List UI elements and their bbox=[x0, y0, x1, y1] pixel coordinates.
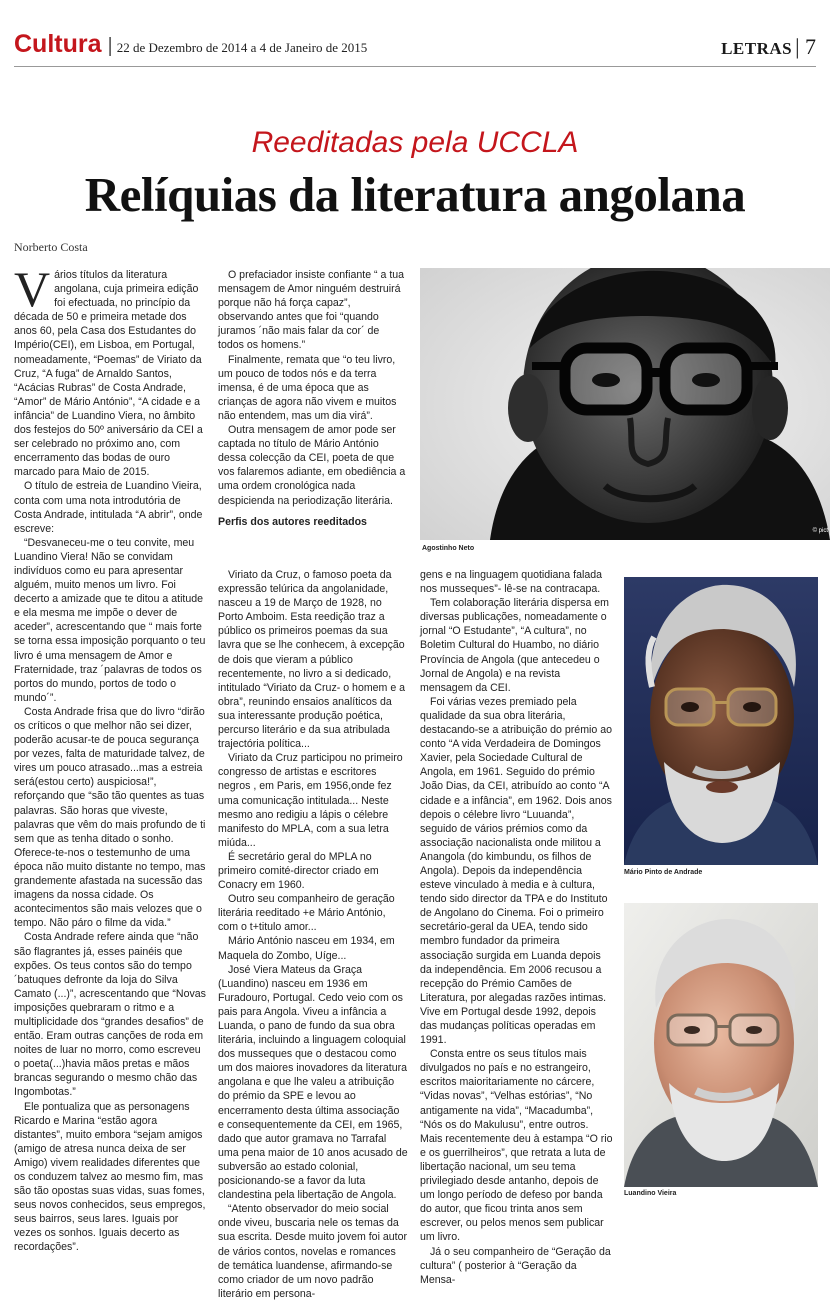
photo-luandino-vieira bbox=[624, 903, 818, 1187]
article-column-1 bbox=[14, 261, 207, 1255]
paragraph: Consta entre os seus títulos mais divulgados no país e no estrangeiro, escritos maioritariamente no cárcere, “Vidas novas”, “Velhas estórias”, “No antigamente na vida”, “Macadumba”, “Nós os do Makulusu”, entre outros. Mais recentemente deu à estampa “O rio e os guerrilheiros”, que retrata a luta de libertação nacional, um seu tema privilegiado desde antanho, depois de um longo período de defeso por banda do autor, que ficou trinta anos sem escrever, ou pelos menos sem publicar um livro. bbox=[420, 1048, 613, 1244]
issue-date: 22 de Dezembro de 2014 a 4 de Janeiro de 2015 bbox=[116, 40, 368, 55]
paragraph: Tem colaboração literária dispersa em diversas publicações, nomeadamente o jornal “O Estudante”, “A cultura”, no Boletim Cultural do Huambo, no diário Província de Angola (que antecedeu o Jornal de Angola) e na revista mensagem da CEI. bbox=[420, 597, 609, 694]
photo-credit: © pict bbox=[812, 528, 828, 534]
paragraph: Ele pontualiza que as personagens Ricardo e Marina “estão agora distantes”, muito embora “sejam amigos (amigo de atresa nunca deixa de ser Amigo) vivem realidades diferentes que os conduzem talvez ao mesmo fim, mas são tão opostas suas vidas, suas fomes, seus novos conhecidos, seus empregos, seus bairros, seus lares. Iguais por vezes os sonhos. Iguais decerto as recordações”. bbox=[14, 1100, 206, 1254]
paragraph: O prefaciador insiste confiante “ a tua mensagem de Amor ninguém destruirá porque não há força capaz”, observando antes que foi “quando juramos ´não mais falar da cor´ de todos os homens.” bbox=[218, 269, 405, 352]
paragraph: “Desvaneceu-me o teu convite, meu Luandino Viera! Não se convidam indivíduos como eu para apresentar alguém, muito menos um livro. Foi decerto a amizade que te ditou a atitude e ela mesma me impõe o dever de aceder”, acrescentando que “ mais forte se torna essa imposição porquanto o teu livro é uma mensagem de Amor e Fraternidade, traz ´palavras de todos os portos do mundo, portos de todo o mundo´”. bbox=[14, 536, 206, 704]
paragraph: gens e na linguagem quotidiana falada nos musseques”- lê-se na contracapa. bbox=[420, 569, 603, 596]
article-byline: Norberto Costa bbox=[14, 240, 88, 254]
article-column-3 bbox=[420, 568, 613, 1287]
paragraph: Finalmente, remata que “o teu livro, um pouco de todos nós e da terra imensa, é de uma época que as crianças de agora não vivem e muitos não entendem, mas um dia virá”. bbox=[218, 353, 397, 422]
header-separator: | bbox=[107, 35, 113, 57]
paragraph: É secretário geral do MPLA no primeiro comité-director criado em Conacry em 1960. bbox=[218, 850, 379, 892]
photo-caption-neto: Agostinho Neto bbox=[422, 545, 475, 552]
paragraph: “Atento observador do meio social onde viveu, buscaria nele os temas da sua escrita. Desde muito jovem foi autor de vários contos, novelas e romances de temática luandense, afirmando-se como criador de um novo padrão literário em persona- bbox=[218, 1203, 408, 1300]
page-number: 7 bbox=[805, 34, 816, 59]
paragraph: Costa Andrade frisa que do livro “dirão os críticos o que melhor não sei dizer, poderão acusar-te de pouca segurança por vezes, falta de maturidade talvez, de vires um pouco atrasado...mas a estreia será(estou certo) auspiciosa!”, reforçando que “são tão quentes as tuas palavras. São horas que viveste, palavras que vêm do mais profundo de ti sem que as tenha ditado o sonho. Oferece-te-nos o testemunho de uma época não muito distante no tempo, mas grandemente afastada na sucessão das imagens da nossa cidade. Os acontecimentos são mais velozes que o tempo. Não páro o filme da vida.” bbox=[14, 705, 206, 930]
article-title: Relíquias da literatura angolana bbox=[84, 167, 746, 222]
paragraph: Foi várias vezes premiado pela qualidade da sua obra literária, destacando-se a atribuição do prémio ao conto “A vida Verdadeira de Domingos Xavier, pela Sociedade Cultural de Angola, em 1961. Seguido do prémio João Dias, da CEI, atribuído ao conto “A cidade e a infância”, em 1962. Dois anos depois o célebre livro “Luuanda”, seguido de vários prémios como da associação nacionalista onde militou a Anangola (do kimbundu, os filhos de Angola). Depois da independência esteve vinculado à media e à cultura, tendo sido director da TPA e do Instituto de Angolano do Cinema. Foi o primeiro secretário-geral da UEA, tendo sido membro fundador da primeira associação surgida em Luanda depois da independência. Em 2006 recusou a recepção do Prémio Camões de Literatura, por alegadas razões intimas. Vive em Portugal desde 1992, depois das mudanças políticas operadas em 1991. bbox=[420, 695, 612, 1047]
paragraph-text: ários títulos da literatura angolana, cuja primeira edição foi efectuada, no princípio da década de 50 e primeira metade dos anos 60, pela Casa dos Estudantes do Império(CEI), em Lisboa, em Portugal, nomeadamente, “Poemas” de Viriato da Cruz, “A fuga” de Arnaldo Santos, “Acácias Rubras” de Costa Andrade, “Amor” de Mário António”, “A cidade e a infância” de Luandino Viera, no âmbito dos festejos do 50º aniversário da CEI a ser celebrado no próximo ano, com encerramento das bodas de ouro marcado para Maio de 2015. bbox=[14, 269, 203, 479]
article-kicker: Reeditadas pela UCCLA bbox=[251, 126, 579, 159]
photo-caption-vieira: Luandino Vieira bbox=[624, 1190, 677, 1197]
subheading: Perfis dos autores reeditados bbox=[218, 515, 367, 528]
article-column-2 bbox=[218, 268, 408, 533]
paragraph: Mário António nasceu em 1934, em Maquela do Zombo, Uíge... bbox=[218, 935, 395, 962]
paragraph: José Viera Mateus da Graça (Luandino) nasceu em 1936 em Furadouro, Portugal. Cedo veio com os pais para Angola. Viveu a infância a Luanda, o pano de fundo da sua obra literária, incluindo a linguagem coloquial dos musseques que o destacou como um dos maiores inovadores da literatura angolana e que lhe valeu a atribuição do prémio da SPE e levou ao encerramento desta última associação e consequentemente da CEI, em 1965, dado que autor gramava no Tarrafal uma pena maior de 10 anos acusado de subversão ao estado colonial, posicionando-se a favor da luta clandestina pela libertação de Angola. bbox=[218, 963, 408, 1202]
photo-agostinho-neto bbox=[420, 268, 830, 540]
portrait-image bbox=[420, 268, 830, 540]
paragraph: Outra mensagem de amor pode ser captada no título de Mário António dessa colecção da CEI, poeta de que vos falaremos adiante, em obediência a uma ordem cronológica nada despicienda na periodização literária. bbox=[218, 424, 406, 507]
paragraph: O título de estreia de Luandino Vieira, conta com uma nota introdutória de Costa Andrade, intitulada “A abrir”, onde escreve: bbox=[14, 480, 203, 535]
paragraph bbox=[14, 261, 207, 479]
paragraph: Outro seu companheiro de geração literária reeditado +e Mário António, com o t+titulo amor... bbox=[218, 893, 395, 934]
portrait-image bbox=[624, 577, 818, 865]
paragraph: Costa Andrade refere ainda que “não são flagrantes já, esses painéis que expões. Os teus contos são do tempo ´batuques defronte da loja do Silva Camato (...)”, acrescentando que “Novas imposições quebraram o ritmo e a multiplicidade dos “grandes desafios” de então. Eram outras canções de roda em noites de luar no morro, como escreveu o poeta(...)havia mãos pretas e mãos brancas segurando o mesmo chão das Ingombotas.” bbox=[14, 931, 206, 1099]
portrait-image bbox=[624, 903, 818, 1187]
section-name: Cultura bbox=[14, 30, 102, 58]
photo-mario-pinto-de-andrade bbox=[624, 577, 818, 865]
photo-caption-andrade: Mário Pinto de Andrade bbox=[624, 869, 703, 876]
article-column-2-continued bbox=[218, 568, 408, 1301]
paragraph: Já o seu companheiro de “Geração da cultura” ( posterior à “Geração da Mensa- bbox=[420, 1245, 611, 1286]
page-number-wrap: | 7 bbox=[795, 34, 816, 59]
paragraph: Viriato da Cruz, o famoso poeta da expressão telúrica da angolanidade, nasceu a 19 de Março de 1928, no Porto Amboim. Esta reedição traz a público os primeiros poemas da sua lavra que se lhe conhecem, à excepção de dois que vieram a público recentemente, no livro a si dedicado, intitulado “Viriato da Cruz- o homem e a obra”, reunindo ensaios analíticos da sua interessante produção poética, percurso literário e da sua atribulada trajectória política... bbox=[218, 569, 406, 751]
header-right bbox=[721, 34, 816, 60]
section-right: LETRAS bbox=[721, 39, 793, 58]
header-left bbox=[14, 30, 367, 60]
paragraph: Viriato da Cruz participou no primeiro congresso de artistas e escritores negros , em Paris, em 1956,onde fez uma comunicação intitulada... Neste mesmo ano redigiu a lápis o célebre manifesto do MPLA, com a sua letra miúda... bbox=[218, 752, 403, 849]
header-rule bbox=[14, 66, 816, 67]
drop-cap: V bbox=[14, 261, 51, 317]
